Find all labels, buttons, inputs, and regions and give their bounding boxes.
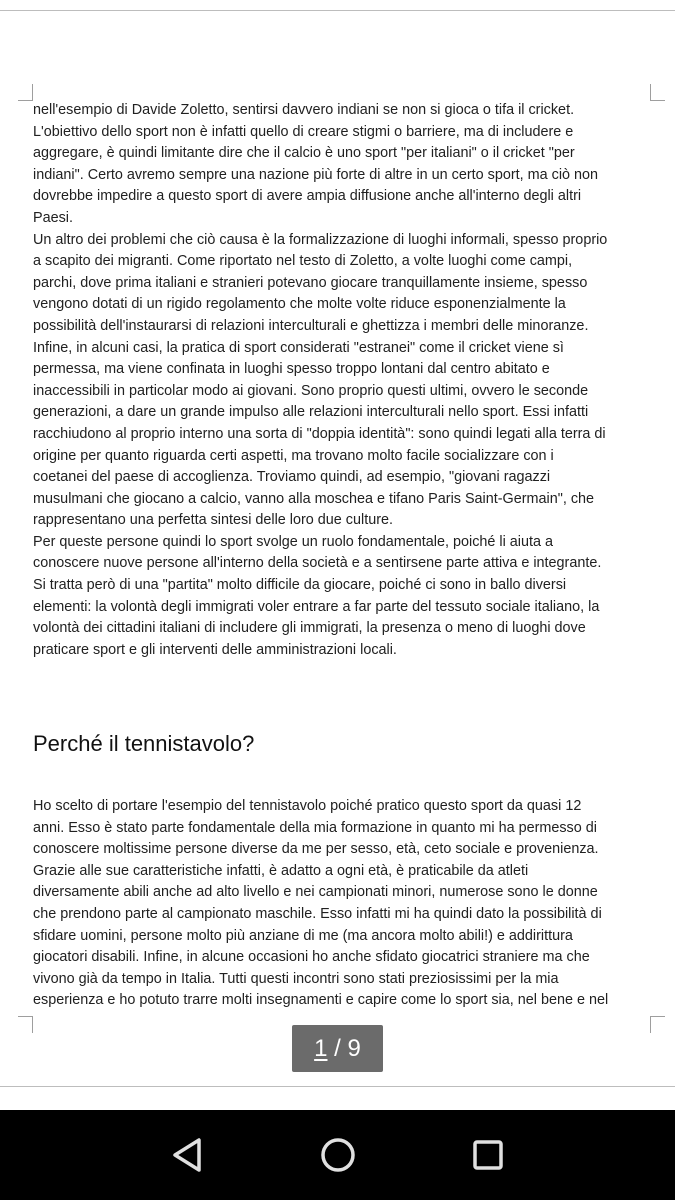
android-navigation-bar — [0, 1110, 675, 1200]
current-page-number: 1 — [314, 1035, 328, 1062]
home-button[interactable] — [313, 1130, 363, 1180]
crop-mark-top-right — [650, 84, 665, 101]
paragraph-1: nell'esempio di Davide Zoletto, sentirsi davvero indiani se non si gioca o tifa il cricket. L'obiettivo dello sport non è infatti quello di creare stigmi o barriere, ma di includere e aggregare, è quindi limitante dire che il calcio è uno sport "per italiani" o il cricket "per indiani". Certo avremo sempre una nazione più forte di altre in un certo sport, ma ciò non dovrebbe impedire a questo sport di avere ampia diffusione anche all'interno degli altri Paesi. — [33, 102, 599, 226]
recents-button[interactable] — [463, 1130, 513, 1180]
recents-square-icon — [468, 1135, 508, 1175]
section-paragraph: Ho scelto di portare l'esempio del tennistavolo poiché pratico questo sport da quasi 12 anni. Esso è stato parte fondamentale della mia formazione in quanto mi ha permesso di conoscere moltissime persone diverse da me per sesso, età, ceto sociale e provenienza. Grazie alle sue caratteristiche infatti, è adatto a ogni età, è praticabile da atleti diversamente abili anche ad alto livello e nei campionati minori, numerose sono le donne che prendono parte al campionato maschile. Esso infatti mi ha quindi dato la possibilità di sfidare uomini, persone molto più anziane di me (ma ancora molto abili!) e addirittura giocatori disabili. Infine, in alcune occasioni ho anche sfidato giocatrici straniere ma che vivono già da tempo in Italia. Tutti questi incontri sono stati preziosissimi per la mia esperienza e ho potuto trarre molti insegnamenti e capire come lo sport sia, nel bene e nel — [33, 798, 609, 1009]
paragraph-2: Un altro dei problemi che ciò causa è la formalizzazione di luoghi informali, spesso proprio a scapito dei migranti. Come riportato nel testo di Zoletto, a volte luoghi come campi, parchi, dove prima italiani e stranieri potevano giocare tranquillamente insieme, spesso vengono dotati di un rigido regolamento che molte volte riduce esponenzialmente la possibilità dell'instaurarsi di relazioni interculturali e ghettizza i membri delle minoranze. Infine, in alcuni casi, la pratica di sport considerati "estranei" come il cricket viene sì permessa, ma viene confinata in luoghi spesso troppo lontani dal centro abitato e inaccessibili in particolar modo ai giovani. Sono proprio questi ultimi, ovvero le seconde generazioni, a dare un grande impulso alle relazioni interculturali nello sport. Essi infatti racchiudono al proprio interno una sorta di "doppia identità": sono quindi legati alla terra di origine per quanto riguarda certi aspetti, ma trovano molto facile socializzare con i coetanei del paese di accoglienza. Troviamo quindi, ad esempio, "giovani ragazzi musulmani che giocano a calcio, vanno alla moschea e tifano Paris Saint-Germain", che rappresentano una perfetta sintesi delle loro due culture. — [33, 231, 608, 529]
page-top-edge — [0, 10, 675, 11]
page-separator: / — [327, 1035, 348, 1062]
home-circle-icon — [318, 1135, 358, 1175]
document-body — [33, 100, 653, 661]
page-indicator[interactable] — [292, 1025, 383, 1072]
paragraph-3: Per queste persone quindi lo sport svolge un ruolo fondamentale, poiché li aiuta a conoscere nuove persone all'interno della società e a sentirsene parte attiva e integrante. Si tratta però di una "partita" molto difficile da giocare, poiché ci sono in ballo diversi elementi: la volontà degli immigrati voler entrare a far parte del tessuto sociale italiano, la volontà dei cittadini italiani di includere gli immigrati, la presenza o meno di luoghi dove praticare sport e gli interventi delle amministrazioni locali. — [33, 533, 602, 658]
crop-mark-bottom-right — [650, 1016, 665, 1033]
total-pages: 9 — [347, 1035, 361, 1062]
page-bottom-edge — [0, 1086, 675, 1087]
back-button[interactable] — [163, 1130, 213, 1180]
section-heading: Perché il tennistavolo? — [33, 731, 255, 756]
crop-mark-bottom-left — [18, 1016, 33, 1033]
crop-mark-top-left — [18, 84, 33, 101]
back-triangle-icon — [168, 1135, 208, 1175]
